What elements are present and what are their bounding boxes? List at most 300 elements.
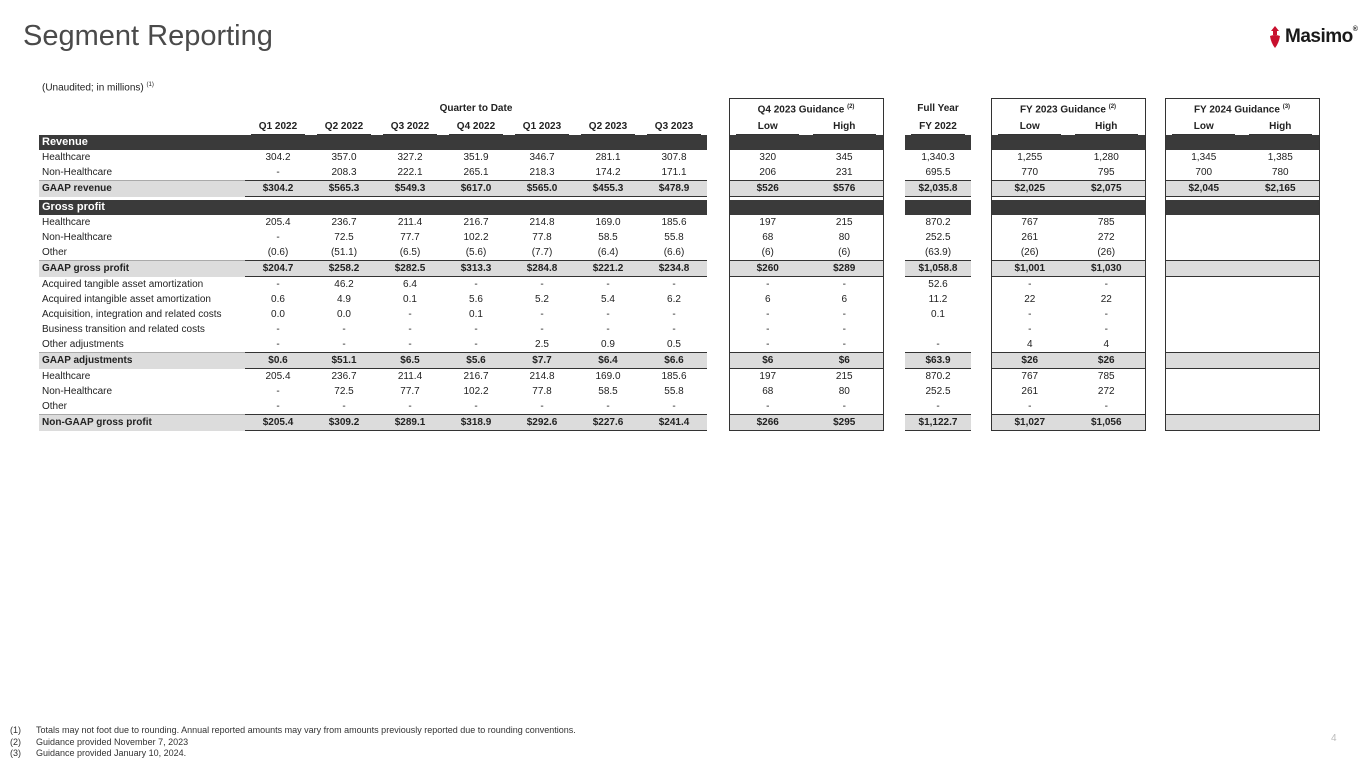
gap-cell [707, 245, 729, 261]
table-cell: 218.3 [529, 167, 555, 178]
table-cell: 58.5 [598, 232, 618, 243]
table-cell [1242, 215, 1319, 230]
table-cell [1165, 399, 1242, 415]
footnote: (2) Guidance provided November 7, 2023 [10, 736, 189, 747]
table-cell: $0.6 [245, 353, 311, 369]
table-cell: 55.8 [664, 232, 684, 243]
table-cell [1165, 322, 1242, 337]
gap-cell [971, 337, 991, 353]
table-cell: 2.5 [535, 339, 549, 350]
total-row [39, 415, 1319, 431]
section-fill [575, 135, 641, 150]
table-cell: 68 [729, 230, 806, 245]
table-cell: $221.2 [575, 261, 641, 277]
table-cell: (6) [806, 245, 883, 261]
table-cell: 327.2 [397, 152, 423, 163]
table-cell: 174.2 [595, 167, 621, 178]
group-fy2024-guidance: FY 2024 Guidance $^{(3)}$ [1165, 99, 1319, 120]
table-cell: 52.6 [928, 279, 948, 290]
column-header: FY 2022 [905, 119, 971, 135]
section-fill [311, 135, 377, 150]
page-number: 4 [1331, 733, 1337, 744]
table-cell: 0.1 [403, 294, 417, 305]
section-fill [509, 200, 575, 215]
gap-cell [707, 181, 729, 197]
gap-cell [1145, 307, 1165, 322]
table-cell: 345 [806, 150, 883, 165]
table-cell: 6 [729, 292, 806, 307]
gap-cell [1145, 399, 1165, 415]
gap-cell [883, 150, 905, 165]
table-cell: - [276, 324, 280, 335]
table-cell: - [474, 401, 478, 412]
gap-cell [971, 119, 991, 135]
table-cell: 58.5 [598, 386, 618, 397]
table-cell: $2,035.8 [905, 181, 971, 197]
row-label: GAAP adjustments [39, 353, 245, 369]
table-cell: - [729, 307, 806, 322]
table-cell: 77.8 [532, 232, 552, 243]
gap-cell [971, 292, 991, 307]
column-header: Q3 2023 [641, 119, 707, 135]
table-cell: $5.6 [443, 353, 509, 369]
section-fill [443, 200, 509, 215]
section-fill [1165, 200, 1242, 215]
table-cell: 4 [1068, 337, 1145, 353]
gap-cell [1145, 135, 1165, 150]
table-cell: 211.4 [397, 217, 423, 228]
table-cell: - [806, 277, 883, 293]
gap-cell [1145, 353, 1165, 369]
table-cell [1242, 384, 1319, 399]
row-label: Acquired tangible asset amortization [42, 278, 204, 290]
table-row [39, 215, 1319, 230]
units-note: (Unaudited; in millions) $^{(1)}$ [42, 82, 154, 94]
table-cell: - [991, 399, 1068, 415]
table-cell: $1,056 [1068, 415, 1145, 431]
table-cell [1242, 369, 1319, 385]
table-cell [1242, 292, 1319, 307]
section-fill [245, 135, 311, 150]
section-fill [905, 135, 971, 150]
table-cell: $26 [991, 353, 1068, 369]
gap-cell [1145, 415, 1165, 431]
column-header: High [806, 119, 883, 135]
table-cell: - [540, 279, 544, 290]
table-cell: $284.8 [509, 261, 575, 277]
table-cell: 169.0 [595, 371, 621, 382]
table-cell [1165, 245, 1242, 261]
column-header: Q1 2022 [245, 119, 311, 135]
table-cell: - [408, 401, 412, 412]
table-cell: $2,025 [991, 181, 1068, 197]
section-title: Gross profit [39, 200, 245, 215]
table-cell: 767 [991, 215, 1068, 230]
gap-cell [971, 200, 991, 215]
table-cell: $318.9 [443, 415, 509, 431]
table-cell: 5.4 [601, 294, 615, 305]
table-cell: $617.0 [443, 181, 509, 197]
table-cell: - [991, 322, 1068, 337]
gap-cell [1145, 337, 1165, 353]
table-cell [1165, 415, 1242, 431]
gap-cell [971, 415, 991, 431]
table-cell [1242, 230, 1319, 245]
table-cell: - [276, 339, 280, 350]
section-fill [641, 135, 707, 150]
table-cell [1165, 261, 1242, 277]
gap-cell [707, 135, 729, 150]
table-row [39, 307, 1319, 322]
table-cell: - [408, 324, 412, 335]
table-cell: - [606, 324, 610, 335]
table-cell: 767 [991, 369, 1068, 385]
table-row [39, 384, 1319, 399]
table-cell: - [672, 401, 676, 412]
table-cell: 272 [1068, 384, 1145, 399]
table-cell: $304.2 [245, 181, 311, 197]
table-cell [1242, 261, 1319, 277]
table-cell: $260 [729, 261, 806, 277]
gap-cell [883, 215, 905, 230]
table-cell: - [474, 279, 478, 290]
table-cell: $292.6 [509, 415, 575, 431]
table-cell: $1,030 [1068, 261, 1145, 277]
gap-cell [883, 307, 905, 322]
table-cell: - [936, 339, 940, 350]
table-cell: - [672, 279, 676, 290]
table-cell: 211.4 [397, 371, 423, 382]
table-cell: 214.8 [529, 217, 555, 228]
table-cell: 185.6 [661, 217, 687, 228]
table-cell [1165, 369, 1242, 385]
table-cell: - [606, 401, 610, 412]
table-cell: - [540, 401, 544, 412]
table-cell: - [408, 339, 412, 350]
table-cell: - [606, 279, 610, 290]
table-cell: 346.7 [529, 152, 555, 163]
table-cell: 77.7 [400, 386, 420, 397]
table-cell: $309.2 [311, 415, 377, 431]
gap-cell [1145, 165, 1165, 181]
section-fill [1242, 200, 1319, 215]
table-cell: $63.9 [905, 353, 971, 369]
row-label: Other [42, 247, 68, 258]
table-row [39, 277, 1319, 293]
row-label: Non-Healthcare [42, 167, 113, 178]
footnote: (3) Guidance provided January 10, 2024. [10, 748, 187, 758]
segment-table [39, 98, 1320, 431]
table-cell: - [540, 309, 544, 320]
table-cell: - [806, 337, 883, 353]
table-row [39, 245, 1319, 261]
table-cell: 171.1 [661, 167, 687, 178]
group-fy2023-guidance: FY 2023 Guidance $^{(2)}$ [991, 99, 1145, 120]
table-cell: (51.1) [330, 247, 358, 258]
gap-cell [883, 369, 905, 385]
table-row [39, 337, 1319, 353]
gap-cell [1145, 277, 1165, 293]
table-cell: - [276, 232, 280, 243]
table-cell: 22 [991, 292, 1068, 307]
section-fill [443, 135, 509, 150]
gap-cell [707, 337, 729, 353]
table-cell: 700 [1165, 165, 1242, 181]
table-cell: 197 [729, 215, 806, 230]
table-cell [1165, 292, 1242, 307]
section-fill [806, 135, 883, 150]
table-cell [1242, 245, 1319, 261]
table-cell: $565.3 [311, 181, 377, 197]
table-cell: 252.5 [925, 232, 951, 243]
gap-cell [707, 292, 729, 307]
table-cell: 320 [729, 150, 806, 165]
table-cell: - [1068, 307, 1145, 322]
column-header-row [39, 119, 1319, 135]
section-header-row [39, 200, 1319, 215]
table-cell: - [991, 277, 1068, 293]
table-cell: 4 [991, 337, 1068, 353]
section-fill [509, 135, 575, 150]
gap-cell [1145, 230, 1165, 245]
gap-cell [707, 399, 729, 415]
table-cell: $6.5 [377, 353, 443, 369]
table-cell: 205.4 [265, 217, 291, 228]
gap-cell [971, 215, 991, 230]
table-cell: (26) [1068, 245, 1145, 261]
gap-cell [971, 353, 991, 369]
table-cell: (6.4) [597, 247, 619, 258]
table-cell: 197 [729, 369, 806, 385]
table-cell: (0.6) [267, 247, 289, 258]
table-cell: 1,345 [1165, 150, 1242, 165]
table-cell: $6.6 [641, 353, 707, 369]
table-cell: (6) [729, 245, 806, 261]
gap-cell [707, 150, 729, 165]
table-cell: - [606, 309, 610, 320]
column-header: Q1 2023 [509, 119, 575, 135]
table-cell: 357.0 [331, 152, 357, 163]
table-cell: 6.2 [667, 294, 681, 305]
table-cell: $6.4 [575, 353, 641, 369]
section-fill [729, 200, 806, 215]
gap-cell [883, 261, 905, 277]
column-header: Low [991, 119, 1068, 135]
table-cell [1165, 337, 1242, 353]
table-cell: $51.1 [311, 353, 377, 369]
table-cell: 770 [991, 165, 1068, 181]
gap-cell [1145, 322, 1165, 337]
section-fill [806, 200, 883, 215]
table-cell: 785 [1068, 369, 1145, 385]
table-cell: - [729, 399, 806, 415]
section-fill [377, 135, 443, 150]
table-cell: 870.2 [925, 217, 951, 228]
gap-cell [707, 322, 729, 337]
table-cell: - [540, 324, 544, 335]
table-cell [1242, 337, 1319, 353]
table-cell: $1,027 [991, 415, 1068, 431]
section-fill [991, 200, 1068, 215]
table-cell: 261 [991, 384, 1068, 399]
table-cell: 1,280 [1068, 150, 1145, 165]
gap-cell [971, 307, 991, 322]
table-cell: (5.6) [465, 247, 487, 258]
table-cell [1165, 215, 1242, 230]
column-header: High [1242, 119, 1319, 135]
gap-cell [707, 230, 729, 245]
table-cell: 214.8 [529, 371, 555, 382]
column-header: Low [1165, 119, 1242, 135]
table-cell: $565.0 [509, 181, 575, 197]
table-cell: $289 [806, 261, 883, 277]
table-cell: (6.6) [663, 247, 685, 258]
table-cell: (63.9) [924, 247, 952, 258]
table-cell: 206 [729, 165, 806, 181]
table-cell: $478.9 [641, 181, 707, 197]
table-cell: $313.3 [443, 261, 509, 277]
masimo-logo-icon [1268, 26, 1282, 48]
gap-cell [883, 384, 905, 399]
section-fill [245, 200, 311, 215]
gap-cell [971, 181, 991, 197]
group-header-row [39, 99, 1319, 120]
table-cell: 304.2 [265, 152, 291, 163]
row-label: Healthcare [42, 152, 91, 163]
section-fill [905, 200, 971, 215]
table-cell: - [276, 279, 280, 290]
table-cell: - [342, 401, 346, 412]
row-label: Business transition and related costs [42, 324, 205, 335]
table-cell: 795 [1068, 165, 1145, 181]
footnote: (1) Totals may not foot due to rounding. Annual reported amounts may vary from amounts previously reported due to rounding conventions. [10, 725, 576, 735]
table-cell: $2,165 [1242, 181, 1319, 197]
section-fill [1165, 135, 1242, 150]
table-cell: 0.6 [271, 294, 285, 305]
table-cell [1165, 230, 1242, 245]
table-cell: 0.1 [931, 309, 945, 320]
gap-cell [883, 277, 905, 293]
table-cell: 46.2 [334, 279, 354, 290]
gap-cell [707, 119, 729, 135]
table-cell: $258.2 [311, 261, 377, 277]
table-cell: 55.8 [664, 386, 684, 397]
table-cell: - [806, 307, 883, 322]
table-cell: - [1068, 277, 1145, 293]
table-cell: $266 [729, 415, 806, 431]
row-label: Acquired intangible asset amortization [42, 294, 211, 305]
gap-cell [883, 181, 905, 197]
table-cell [1165, 277, 1242, 293]
table-cell: $227.6 [575, 415, 641, 431]
gap-cell [1145, 150, 1165, 165]
table-cell: 351.9 [463, 152, 489, 163]
table-cell: - [991, 307, 1068, 322]
gap-cell [971, 399, 991, 415]
table-cell: $576 [806, 181, 883, 197]
table-cell: 695.5 [925, 167, 951, 178]
group-quarter-to-date: Quarter to Date [439, 103, 513, 115]
table-cell: 208.3 [331, 167, 357, 178]
gap-cell [707, 215, 729, 230]
table-cell [1242, 277, 1319, 293]
page-title: Segment Reporting [23, 20, 273, 52]
table-cell: $6 [806, 353, 883, 369]
table-cell: $7.7 [509, 353, 575, 369]
table-cell: - [1068, 399, 1145, 415]
table-cell [1242, 399, 1319, 415]
gap-cell [1145, 384, 1165, 399]
table-cell: $289.1 [377, 415, 443, 431]
table-cell: 236.7 [331, 217, 357, 228]
table-cell: $1,122.7 [905, 415, 971, 431]
table-cell: 307.8 [661, 152, 687, 163]
section-fill [729, 135, 806, 150]
table-cell: 77.7 [400, 232, 420, 243]
table-cell [1242, 353, 1319, 369]
section-fill [311, 200, 377, 215]
table-cell: 252.5 [925, 386, 951, 397]
table-cell: - [342, 339, 346, 350]
table-cell: - [474, 339, 478, 350]
gap-cell [1145, 245, 1165, 261]
table-cell: $6 [729, 353, 806, 369]
gap-cell [971, 369, 991, 385]
gap-cell [707, 369, 729, 385]
row-label: GAAP revenue [39, 181, 245, 197]
table-cell: 68 [729, 384, 806, 399]
section-fill [575, 200, 641, 215]
table-cell: 216.7 [463, 371, 489, 382]
table-row [39, 230, 1319, 245]
gap-cell [883, 135, 905, 150]
row-label: Healthcare [42, 370, 91, 382]
table-row [39, 322, 1319, 337]
gap-cell [707, 415, 729, 431]
gap-cell [707, 353, 729, 369]
table-cell: - [474, 324, 478, 335]
column-header: Q2 2023 [575, 119, 641, 135]
column-header: Q2 2022 [311, 119, 377, 135]
table-cell: $26 [1068, 353, 1145, 369]
table-cell: 72.5 [334, 232, 354, 243]
table-cell: $2,045 [1165, 181, 1242, 197]
gap-cell [883, 119, 905, 135]
gap-cell [883, 200, 905, 215]
table-cell: 0.1 [469, 309, 483, 320]
group-q4-guidance: Q4 2023 Guidance $^{(2)}$ [729, 99, 883, 120]
table-cell: 231 [806, 165, 883, 181]
table-cell [1165, 384, 1242, 399]
table-cell: 22 [1068, 292, 1145, 307]
table-cell: 77.8 [532, 386, 552, 397]
table-cell: 185.6 [661, 371, 687, 382]
column-header: Q3 2022 [377, 119, 443, 135]
column-header: Low [729, 119, 806, 135]
gap-cell [1145, 200, 1165, 215]
total-row [39, 181, 1319, 197]
total-row [39, 353, 1319, 369]
table-cell: 1,385 [1242, 150, 1319, 165]
table-cell: $1,058.8 [905, 261, 971, 277]
table-cell: - [729, 337, 806, 353]
table-cell: 215 [806, 369, 883, 385]
gap-cell [883, 230, 905, 245]
section-fill [991, 135, 1068, 150]
gap-cell [883, 292, 905, 307]
row-label: Other [42, 401, 68, 412]
gap-cell [883, 322, 905, 337]
